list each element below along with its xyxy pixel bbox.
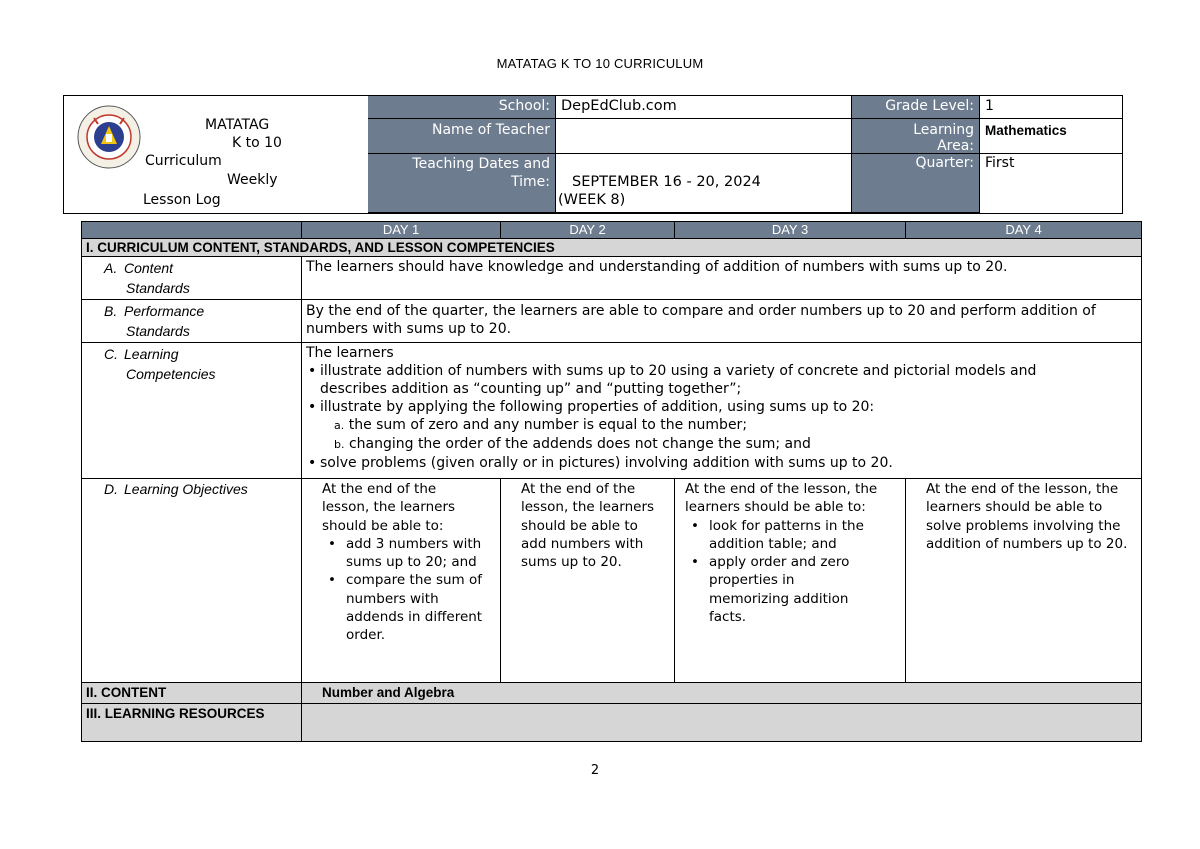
page-number: 2 — [590, 763, 600, 778]
competency-2a-key: a. — [334, 419, 345, 432]
learning-objectives-key: D. — [104, 481, 118, 497]
performance-standards-key: B. — [104, 303, 118, 319]
day-4-header: DAY 4 — [906, 222, 1142, 239]
content-standards-key: A. — [104, 260, 118, 276]
day-1-objectives-list — [322, 535, 486, 645]
teaching-dates-value — [556, 154, 852, 213]
teaching-dates-label-text: Teaching Dates and Time: — [412, 156, 550, 190]
learning-objectives-label — [82, 479, 302, 683]
school-label: School: — [368, 96, 556, 119]
learning-competencies-label-1: Learning — [124, 346, 179, 362]
lesson-plan-table — [81, 221, 1142, 742]
content-standards-label-2: Standards — [126, 280, 190, 296]
performance-standards-text: By the end of the quarter, the learners are able to compare and order numbers up to 20 and perform addition of numbers with sums up to 20. — [302, 300, 1142, 343]
performance-standards-label — [82, 300, 302, 343]
competency-2a-text: the sum of zero and any number is equal to the number; — [348, 417, 748, 433]
learning-area-label-text: Learning Area: — [913, 122, 974, 154]
learning-competencies-label — [82, 343, 302, 479]
content-standards-label — [82, 257, 302, 300]
learning-objectives-label-text: Learning Objectives — [124, 481, 248, 497]
teacher-label: Name of Teacher — [368, 119, 556, 154]
day-2-header: DAY 2 — [501, 222, 675, 239]
corner-cell — [82, 222, 302, 239]
learning-competencies-row — [82, 343, 1142, 479]
competency-2b-text: changing the order of the addends does not change the sum; and — [348, 436, 811, 452]
content-standards-row — [82, 257, 1142, 300]
quarter-label: Quarter: — [852, 154, 980, 213]
competencies-list — [306, 362, 1041, 472]
teaching-dates-label — [368, 154, 556, 213]
day-3-objectives — [675, 479, 906, 683]
learning-area-label — [852, 119, 980, 154]
learning-resources-row — [82, 704, 1142, 742]
teacher-value — [556, 119, 852, 154]
logo-line-5: Lesson Log — [143, 192, 221, 208]
content-row — [82, 683, 1142, 704]
section-heading-row — [82, 239, 1142, 257]
lesson-log-header — [63, 95, 1123, 214]
logo-cell — [64, 96, 367, 213]
logo-line-1: MATATAG — [205, 117, 270, 133]
day-1-objective-1: • add 3 numbers with sums up to 20; and — [322, 535, 486, 572]
learning-resources-value — [302, 704, 1142, 742]
competency-2b-key: b. — [334, 438, 345, 451]
day-2-objectives: At the end of the lesson, the learners should be able to add numbers with sums up to 20. — [501, 479, 675, 683]
day-3-objectives-intro: At the end of the lesson, the learners should be able to: — [685, 481, 878, 516]
deped-seal-icon — [76, 104, 142, 170]
day-3-objective-2: • apply order and zero properties in memorizing addition facts. — [685, 553, 901, 626]
competency-3: • solve problems (given orally or in pictures) involving addition with sums up to 20. — [306, 454, 1041, 472]
dates-text: SEPTEMBER 16 - 20, 2024 — [572, 174, 761, 190]
school-value: DepEdClub.com — [556, 96, 852, 119]
competency-2b — [320, 435, 1041, 454]
day-3-objective-1: • look for patterns in the addition table; and — [685, 517, 901, 554]
learning-competencies-label-2: Competencies — [126, 366, 216, 382]
section-1-heading: I. CURRICULUM CONTENT, STANDARDS, AND LESSON COMPETENCIES — [82, 239, 1142, 257]
grade-level-value: 1 — [980, 96, 1122, 119]
day-3-objectives-list — [685, 517, 901, 627]
day-4-objectives: At the end of the lesson, the learners should be able to solve problems involving the addition of numbers up to 20. — [906, 479, 1142, 683]
learning-objectives-row — [82, 479, 1142, 683]
logo-line-2: K to 10 — [232, 135, 282, 151]
logo-line-3: Curriculum — [145, 153, 222, 169]
day-3-header: DAY 3 — [675, 222, 906, 239]
competencies-intro: The learners — [306, 345, 394, 361]
day-1-objectives — [302, 479, 501, 683]
logo-line-4: Weekly — [227, 172, 278, 188]
content-standards-text: The learners should have knowledge and understanding of addition of numbers with sums up to 20. — [302, 257, 1142, 300]
competency-2 — [306, 398, 1041, 454]
days-header-row — [82, 222, 1142, 239]
content-standards-label-1: Content — [124, 260, 174, 276]
day-1-header: DAY 1 — [302, 222, 501, 239]
content-label: II. CONTENT — [82, 683, 302, 704]
competency-2-text: illustrate by applying the following properties of addition, using sums up to 20: — [320, 399, 875, 415]
document-title: MATATAG K TO 10 CURRICULUM — [496, 56, 704, 71]
learning-resources-label: III. LEARNING RESOURCES — [82, 704, 302, 742]
performance-standards-label-2: Standards — [126, 323, 190, 339]
competency-1: • illustrate addition of numbers with sums up to 20 using a variety of concrete and pictorial models and describes addition as “counting up” and “putting together”; — [306, 362, 1041, 398]
content-value: Number and Algebra — [302, 683, 1142, 704]
performance-standards-label-1: Performance — [124, 303, 205, 319]
week-text: (WEEK 8) — [558, 192, 626, 208]
learning-competencies-key: C. — [104, 346, 118, 362]
day-1-objectives-intro: At the end of the lesson, the learners should be able to: — [322, 481, 456, 534]
competency-2a — [320, 416, 1041, 435]
learning-competencies-text — [302, 343, 1142, 479]
grade-level-label: Grade Level: — [852, 96, 980, 119]
performance-standards-row — [82, 300, 1142, 343]
learning-area-value: Mathematics — [980, 119, 1122, 154]
day-1-objective-2: • compare the sum of numbers with addends in different order. — [322, 571, 486, 644]
quarter-value: First — [980, 154, 1122, 213]
